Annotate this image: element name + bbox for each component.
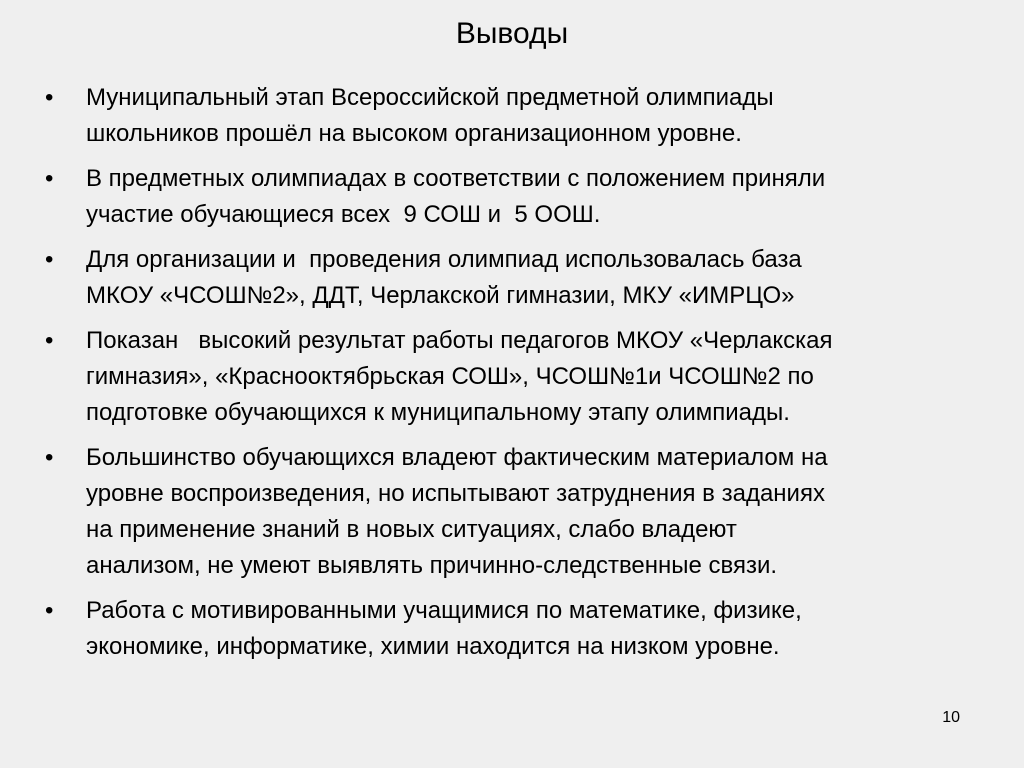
bullet-text-line: Большинство обучающихся владеют фактическим материалом на [86,444,828,471]
bullet-text-line: экономике, информатике, химии находится на низком уровне. [86,633,780,660]
bullet-item [45,80,1005,152]
bullet-text-line: анализом, не умеют выявлять причинно-следственные связи. [86,552,778,579]
bullet-text-line: Для организации и проведения олимпиад использовалась база [86,246,802,273]
bullet-text-line: МКОУ «ЧСОШ№2», ДДТ, Черлакской гимназии, МКУ «ИМРЦО» [86,282,795,309]
bullet-list [45,80,1005,674]
bullet-text-line: Работа с мотивированными учащимися по математике, физике, [86,597,802,624]
bullet-dot-icon: • [45,165,54,192]
bullet-text-line: Показан высокий результат работы педагогов МКОУ «Черлакская [86,327,833,354]
bullet-dot-icon: • [45,597,54,624]
bullet-dot-icon: • [45,444,54,471]
bullet-text-line: школьников прошёл на высоком организационном уровне. [86,120,742,147]
bullet-item [45,440,1005,584]
bullet-text-line: В предметных олимпиадах в соответствии с положением приняли [86,165,826,192]
bullet-dot-icon: • [45,327,54,354]
bullet-item [45,242,1005,314]
bullet-text-line: Муниципальный этап Всероссийской предметной олимпиады [86,84,774,111]
page-number: 10 [942,709,960,726]
bullet-item [45,593,1005,665]
bullet-dot-icon: • [45,246,54,273]
bullet-text-line: на применение знаний в новых ситуациях, слабо владеют [86,516,737,543]
bullet-text-line: подготовке обучающихся к муниципальному этапу олимпиады. [86,399,790,426]
bullet-item [45,323,1005,431]
bullet-item [45,161,1005,233]
bullet-text-line: участие обучающиеся всех 9 СОШ и 5 ООШ. [86,201,601,228]
slide-title: Выводы [455,17,569,50]
bullet-text-line: гимназия», «Краснооктябрьская СОШ», ЧСОШ№1и ЧСОШ№2 по [86,363,814,390]
bullet-text-line: уровне воспроизведения, но испытывают затруднения в заданиях [86,480,825,507]
bullet-dot-icon: • [45,84,54,111]
